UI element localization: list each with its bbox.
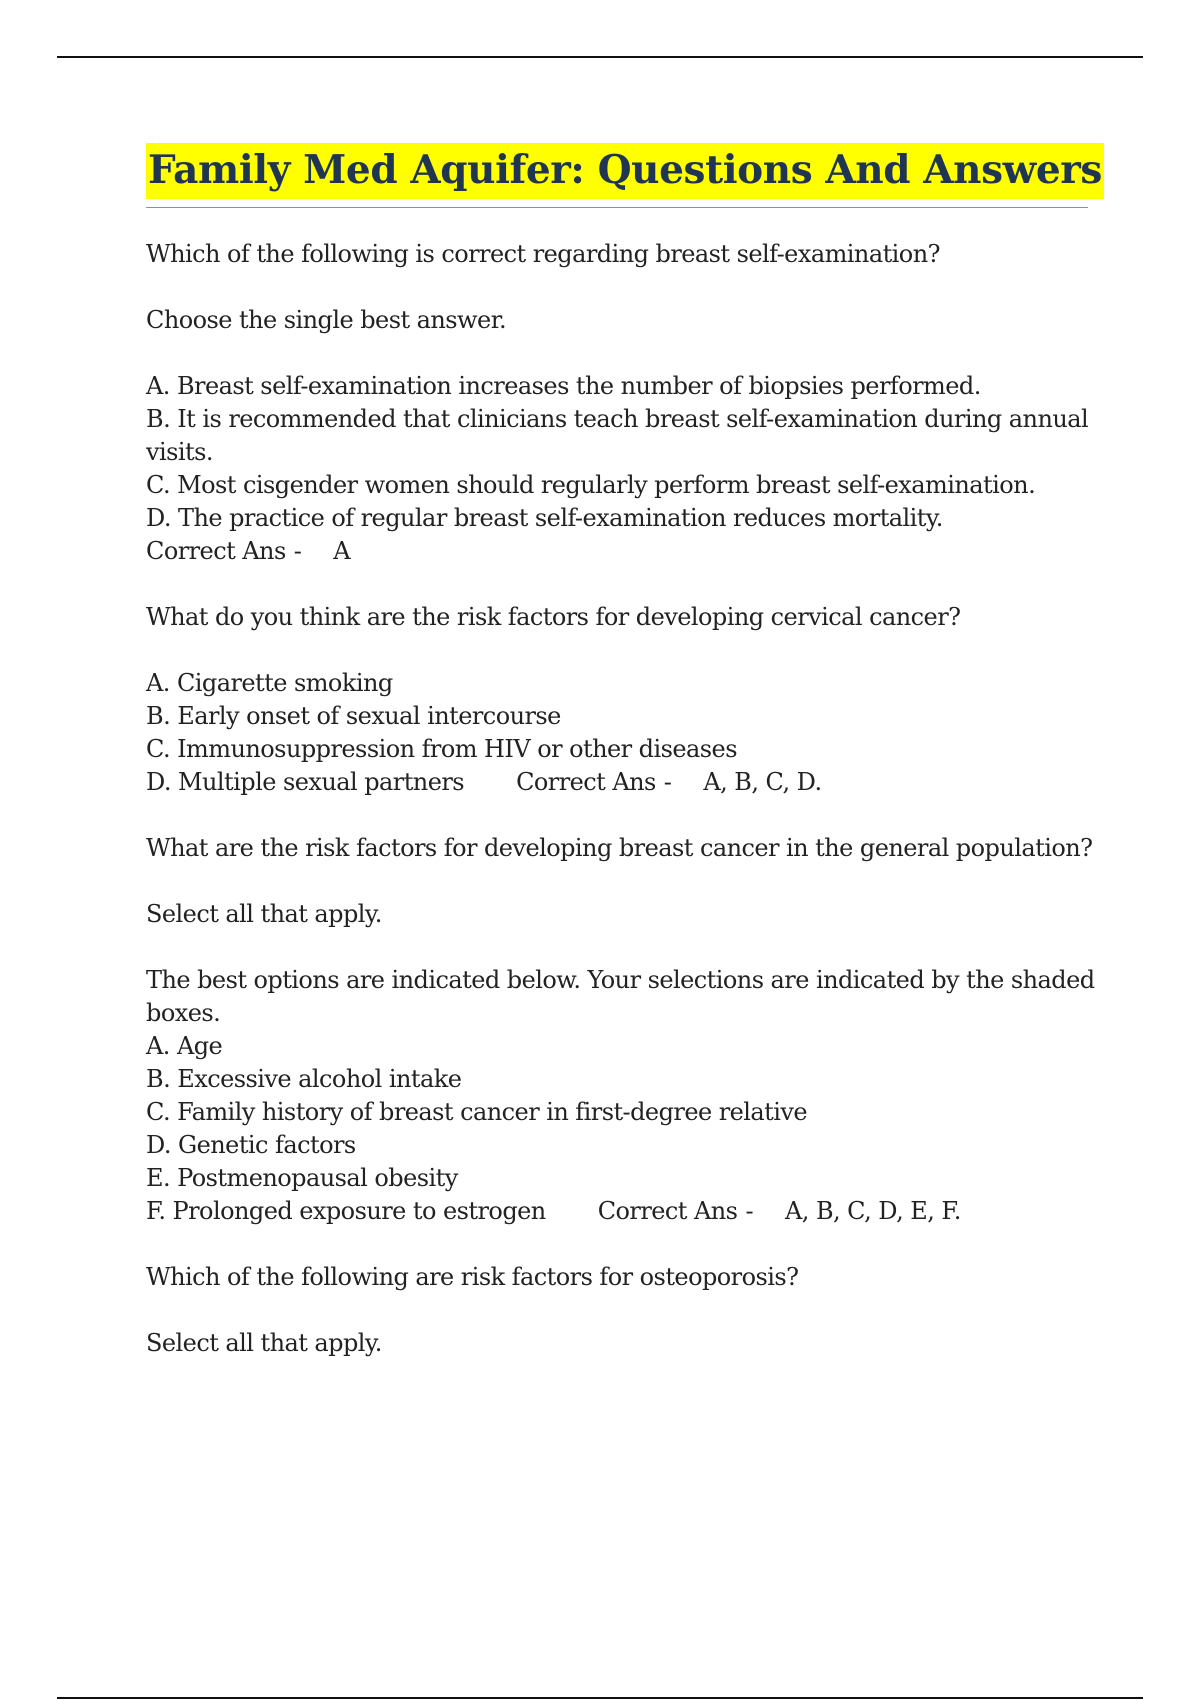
answer-option: A. Cigarette smoking bbox=[146, 669, 393, 697]
document-body bbox=[146, 238, 1106, 1360]
correct-answer-value: A bbox=[333, 537, 351, 565]
question-note: The best options are indicated below. Your selections are indicated by the shaded boxes. bbox=[146, 966, 1095, 1027]
correct-answer-label: Correct Ans bbox=[146, 537, 286, 565]
answer-option: D. Multiple sexual partners bbox=[146, 768, 465, 796]
correct-answer-label: Correct Ans bbox=[516, 768, 656, 796]
answer-option: A. Age bbox=[146, 1032, 223, 1060]
answer-dash: - bbox=[663, 768, 672, 796]
question-instruction: Choose the single best answer. bbox=[146, 306, 507, 334]
answer-option: C. Immunosuppression from HIV or other diseases bbox=[146, 735, 737, 763]
answer-option: F. Prolonged exposure to estrogen bbox=[146, 1197, 546, 1225]
question-prompt: Which of the following are risk factors for osteoporosis? bbox=[146, 1263, 799, 1291]
answer-option: A. Breast self-examination increases the number of biopsies performed. bbox=[146, 372, 981, 400]
correct-answer-value: A, B, C, D. bbox=[703, 768, 822, 796]
correct-answer-value: A, B, C, D, E, F. bbox=[785, 1197, 961, 1225]
answer-option: D. Genetic factors bbox=[146, 1131, 356, 1159]
answer-option: C. Most cisgender women should regularly perform breast self-examination. bbox=[146, 471, 1036, 499]
answer-dash: - bbox=[293, 537, 302, 565]
header-rule bbox=[57, 56, 1143, 58]
answer-option: E. Postmenopausal obesity bbox=[146, 1164, 458, 1192]
question-instruction: Select all that apply. bbox=[146, 1329, 382, 1357]
answer-option: B. Early onset of sexual intercourse bbox=[146, 702, 561, 730]
question-prompt: Which of the following is correct regarding breast self-examination? bbox=[146, 240, 940, 268]
title-block bbox=[146, 143, 1102, 208]
answer-option: C. Family history of breast cancer in first-degree relative bbox=[146, 1098, 808, 1126]
correct-answer-line bbox=[146, 535, 1106, 568]
answer-option: B. It is recommended that clinicians teach breast self-examination during annual visits. bbox=[146, 405, 1089, 466]
document-title: Family Med Aquifer: Questions And Answers bbox=[146, 143, 1104, 199]
correct-answer-label: Correct Ans bbox=[597, 1197, 738, 1225]
question-prompt: What do you think are the risk factors for developing cervical cancer? bbox=[146, 603, 961, 631]
footer-rule bbox=[57, 1697, 1143, 1699]
question-prompt: What are the risk factors for developing breast cancer in the general population? bbox=[146, 834, 1093, 862]
question-instruction: Select all that apply. bbox=[146, 900, 382, 928]
answer-dash: - bbox=[745, 1197, 753, 1225]
answer-option-with-answer bbox=[146, 766, 1106, 799]
answer-option: B. Excessive alcohol intake bbox=[146, 1065, 462, 1093]
answer-option-with-answer bbox=[146, 1195, 1106, 1228]
answer-option: D. The practice of regular breast self-examination reduces mortality. bbox=[146, 504, 943, 532]
